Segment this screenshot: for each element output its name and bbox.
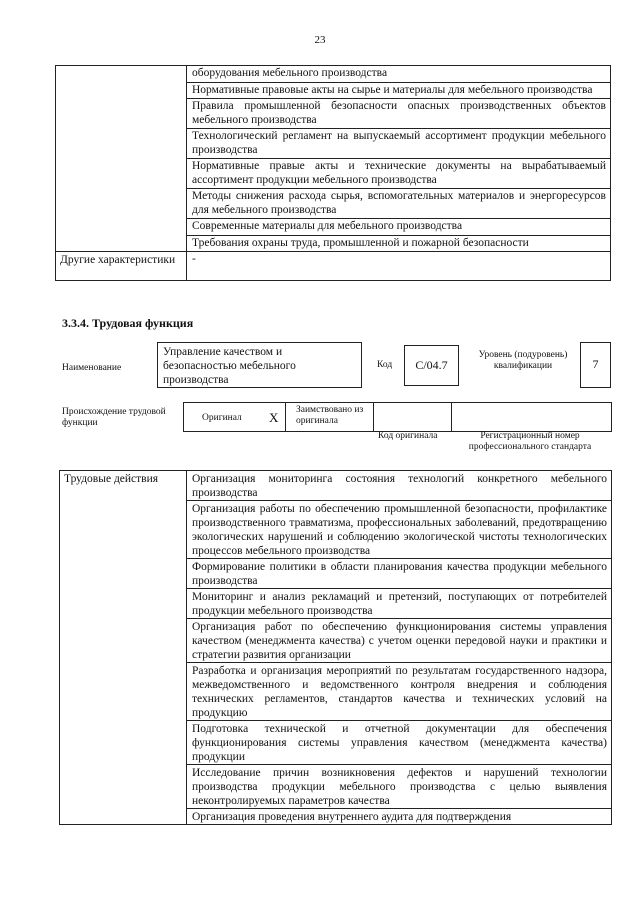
table-row: Мониторинг и анализ рекламаций и претензий, поступающих от потребителей продукции мебельного производства [187, 589, 612, 619]
origin-label: Происхождение трудовой функции [62, 407, 166, 428]
original-box [183, 402, 286, 432]
table-row: Организация проведения внутреннего аудита для подтверждения [187, 809, 612, 825]
code-value: C/04.7 [404, 345, 459, 386]
labor-actions-table [59, 470, 612, 825]
table-row: Правила промышленной безопасности опасных производственных объектов мебельного производства [187, 99, 611, 129]
table-row: Технологический регламент на выпускаемый ассортимент продукции мебельного производства [187, 129, 611, 159]
code-original-label: Код оригинала [378, 431, 438, 441]
reg-number-label: Регистрационный номер профессионального стандарта [468, 431, 592, 452]
table-row: Современные материалы для мебельного производства [187, 219, 611, 236]
other-characteristics-value: - [187, 252, 611, 281]
labor-actions-label: Трудовые действия [60, 471, 187, 825]
table-row: Организация работы по обеспечению промышленной безопасности, профилактике производственного травматизма, профессиональных заболеваний, предотвращению экологических нарушений и соблюдению экологической чистоты технологических процессов мебельного производства [187, 501, 612, 559]
reg-number-box [451, 402, 612, 432]
table-row: Требования охраны труда, промышленной и пожарной безопасности [187, 235, 611, 252]
table-row: Нормативные правые акты и технические документы на вырабатываемый ассортимент продукции мебельного производства [187, 159, 611, 189]
borrowed-label: Заимствовано из оригинала [285, 402, 374, 432]
table-row: Формирование политики в области планирования качества продукции мебельного производства [187, 559, 612, 589]
other-characteristics-label: Другие характеристики [56, 252, 187, 281]
table-row: Методы снижения расхода сырья, вспомогательных материалов и энергоресурсов для мебельного производства [187, 189, 611, 219]
code-label: Код [377, 360, 393, 370]
table-row: Организация работ по обеспечению функционирования системы управления качеством (менеджмента качества) с учетом оценки передовой науки и практики и стратегии развития организации [187, 619, 612, 663]
table-row: оборудования мебельного производства [187, 66, 611, 83]
table-row: Разработка и организация мероприятий по результатам государственного надзора, межведомственного и ведомственного контроля внедрения и соблюдения технических регламентов, стандартов качества и технических условий на продукцию [187, 663, 612, 721]
name-label: Наименование [62, 363, 122, 373]
table-row: Нормативные правовые акты на сырье и материалы для мебельного производства [187, 82, 611, 99]
table-row: Исследование причин возникновения дефектов и нарушений технологии производства продукции мебельного производства с целью выявления неконтролируемых параметров качества [187, 765, 612, 809]
table-row: Подготовка технической и отчетной документации для обеспечения функционирования системы управления качеством (менеджмента качества) продукции [187, 721, 612, 765]
qualification-level-label: Уровень (подуровень) квалификации [478, 350, 568, 371]
knowledge-table [55, 65, 611, 281]
qualification-level-value: 7 [580, 342, 611, 388]
code-original-box [373, 402, 452, 432]
function-name-value: Управление качеством и безопасностью мебельного производства [157, 342, 362, 388]
page-number: 23 [314, 34, 326, 46]
table-row: Организация мониторинга состояния технологий конкретного мебельного производства [187, 471, 612, 501]
original-mark: X [269, 410, 279, 425]
section-title: 3.3.4. Трудовая функция [62, 316, 194, 330]
original-label: Оригинал [202, 413, 242, 423]
